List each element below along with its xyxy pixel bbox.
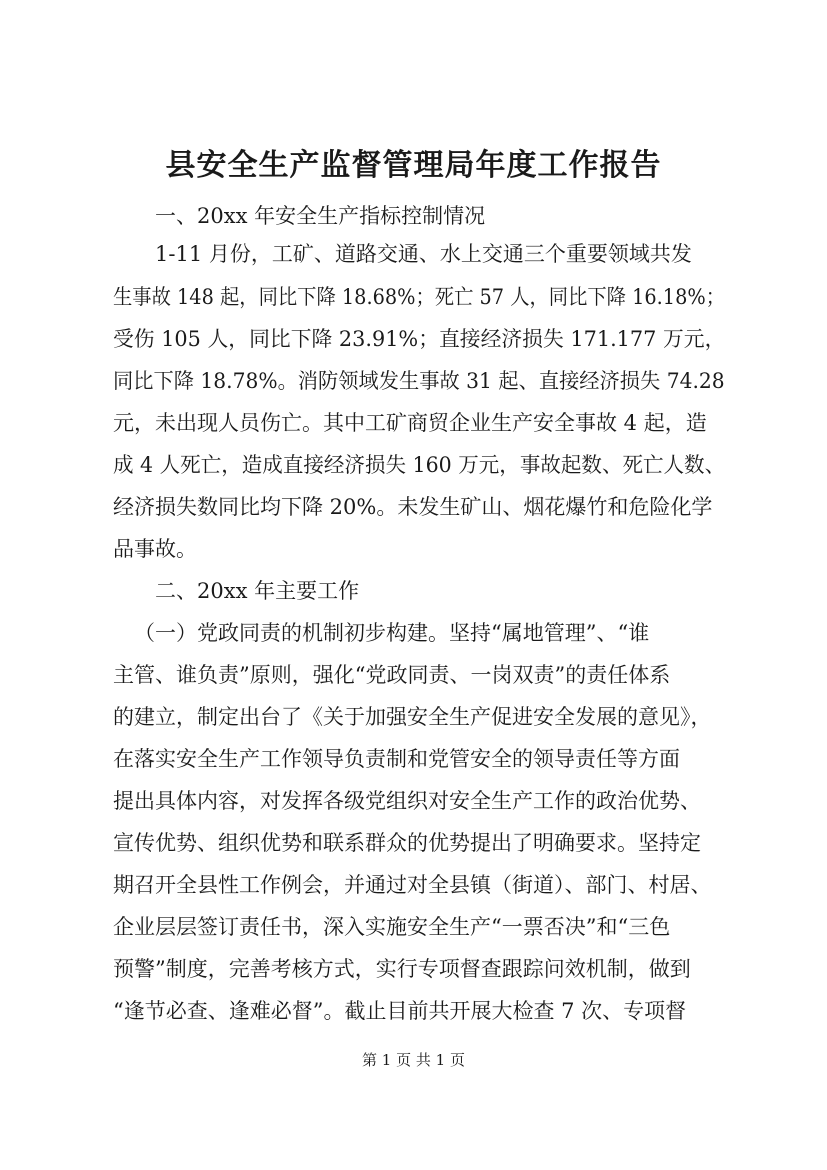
document-title: 县安全生产监督管理局年度工作报告 <box>165 148 662 183</box>
body-line: 主管、谁负责”原则，强化“党政同责、一岗双责”的责任体系 <box>113 663 671 687</box>
body-line: 同比下降 18.78%。消防领域发生事故 31 起、直接经济损失 74.28 <box>113 369 725 393</box>
section-heading: 一、20xx 年安全生产指标控制情况 <box>155 204 486 228</box>
body-line: 元，未出现人员伤亡。其中工矿商贸企业生产安全事故 4 起，造 <box>113 411 707 435</box>
body-line: 经济损失数同比均下降 20%。未发生矿山、烟花爆竹和危险化学 <box>113 495 713 519</box>
body-line: 1-11 月份，工矿、道路交通、水上交通三个重要领域共发 <box>155 242 692 266</box>
body-line: 成 4 人死亡，造成直接经济损失 160 万元，事故起数、死亡人数、 <box>113 453 726 477</box>
body-line: 生事故 148 起，同比下降 18.68%；死亡 57 人，同比下降 16.18%； <box>113 285 725 309</box>
page-footer: 第 1 页 共 1 页 <box>362 1051 465 1069</box>
body-line: 品事故。 <box>113 537 197 561</box>
body-line: 预警”制度，完善考核方式，实行专项督查跟踪问效机制，做到 <box>113 957 691 981</box>
body-line: 企业层层签订责任书，深入实施安全生产“一票否决”和“三色 <box>113 915 671 939</box>
body-line: 宣传优势、组织优势和联系群众的优势提出了明确要求。坚持定 <box>113 831 701 855</box>
body-line: 在落实安全生产工作领导负责制和党管安全的领导责任等方面 <box>113 747 680 771</box>
body-line: 提出具体内容，对发挥各级党组织对安全生产工作的政治优势、 <box>113 789 701 813</box>
body-line: 期召开全县性工作例会，并通过对全县镇（街道）、部门、村居、 <box>113 873 712 897</box>
body-line: “逢节必查、逢难必督”。截止目前共开展大检查 7 次、专项督 <box>113 999 687 1023</box>
body-line: 的建立，制定出台了《关于加强安全生产促进安全发展的意见》， <box>113 705 712 729</box>
body-line: （一）党政同责的机制初步构建。坚持“属地管理”、“谁 <box>134 621 650 645</box>
section-heading: 二、20xx 年主要工作 <box>155 579 360 603</box>
body-line: 受伤 105 人，同比下降 23.91%；直接经济损失 171.177 万元， <box>113 327 726 351</box>
